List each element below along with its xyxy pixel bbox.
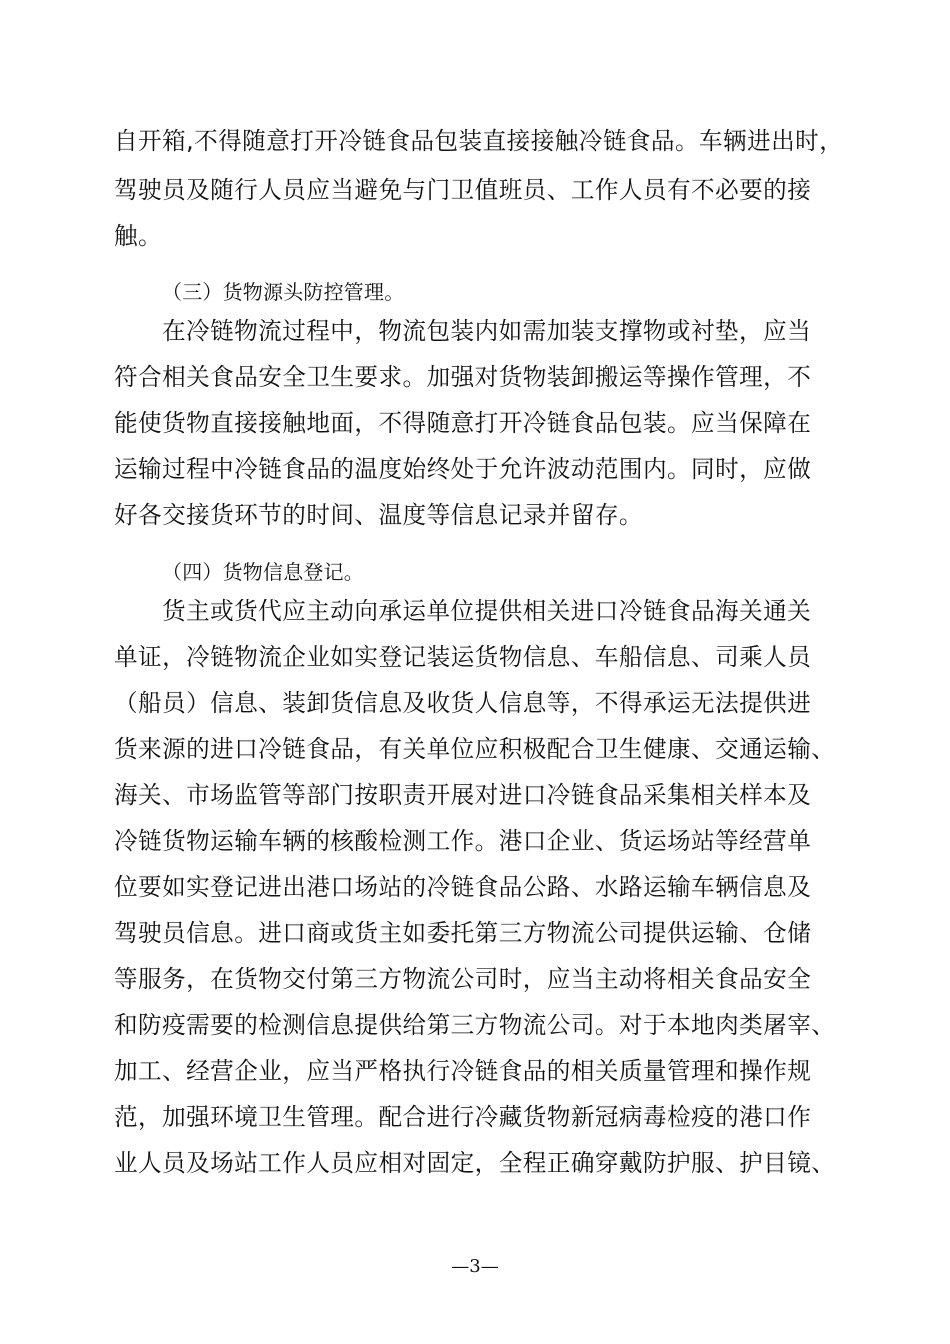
body-text-line: 海关、市场监管等部门按职责开展对进口冷链食品采集相关样本及: [114, 781, 812, 809]
body-text-line: 冷链货物运输车辆的核酸检测工作。港口企业、货运场站等经营单: [114, 827, 812, 855]
body-text-line: 自开箱,不得随意打开冷链食品包装直接接触冷链食品。车辆进出时，: [114, 127, 844, 155]
body-text-line: 运输过程中冷链食品的温度始终处于允许波动范围内。同时，应做: [114, 455, 812, 483]
body-text-line: 能使货物直接接触地面，不得随意打开冷链食品包装。应当保障在: [114, 409, 812, 437]
body-text-line: 加工、经营企业，应当严格执行冷链食品的相关质量管理和操作规: [114, 1057, 812, 1085]
body-text-line: 在冷链物流过程中，物流包装内如需加装支撑物或衬垫，应当: [162, 317, 812, 345]
body-text-line: 等服务，在货物交付第三方物流公司时，应当主动将相关食品安全: [114, 965, 812, 993]
body-text-line: 货主或货代应主动向承运单位提供相关进口冷链食品海关通关: [162, 597, 812, 625]
body-text-line: （船员）信息、装卸货信息及收货人信息等，不得承运无法提供进: [114, 689, 812, 717]
page-number: —3—: [451, 1256, 499, 1277]
section-heading: （四）货物信息登记。: [162, 560, 364, 584]
body-text-line: 好各交接货环节的时间、温度等信息记录并留存。: [114, 501, 643, 529]
body-text-line: 符合相关食品安全卫生要求。加强对货物装卸搬运等操作管理，不: [114, 363, 812, 391]
section-heading: （三）货物源头防控管理。: [162, 280, 405, 304]
body-text-line: 触。: [114, 222, 163, 250]
body-text-line: 货来源的进口冷链食品，有关单位应积极配合卫生健康、交通运输、: [114, 735, 836, 763]
body-text-line: 驾驶员信息。进口商或货主如委托第三方物流公司提供运输、仓储: [114, 919, 812, 947]
body-text-line: 位要如实登记进出港口场站的冷链食品公路、水路运输车辆信息及: [114, 873, 812, 901]
body-text-line: 和防疫需要的检测信息提供给第三方物流公司。对于本地肉类屠宰、: [114, 1011, 836, 1039]
body-text-line: 单证，冷链物流企业如实登记装运货物信息、车船信息、司乘人员: [114, 643, 812, 671]
body-text-line: 业人员及场站工作人员应相对固定，全程正确穿戴防护服、护目镜、: [114, 1149, 836, 1177]
body-text-line: 驾驶员及随行人员应当避免与门卫值班员、工作人员有不必要的接: [114, 176, 812, 204]
body-text-line: 范，加强环境卫生管理。配合进行冷藏货物新冠病毒检疫的港口作: [114, 1103, 812, 1131]
